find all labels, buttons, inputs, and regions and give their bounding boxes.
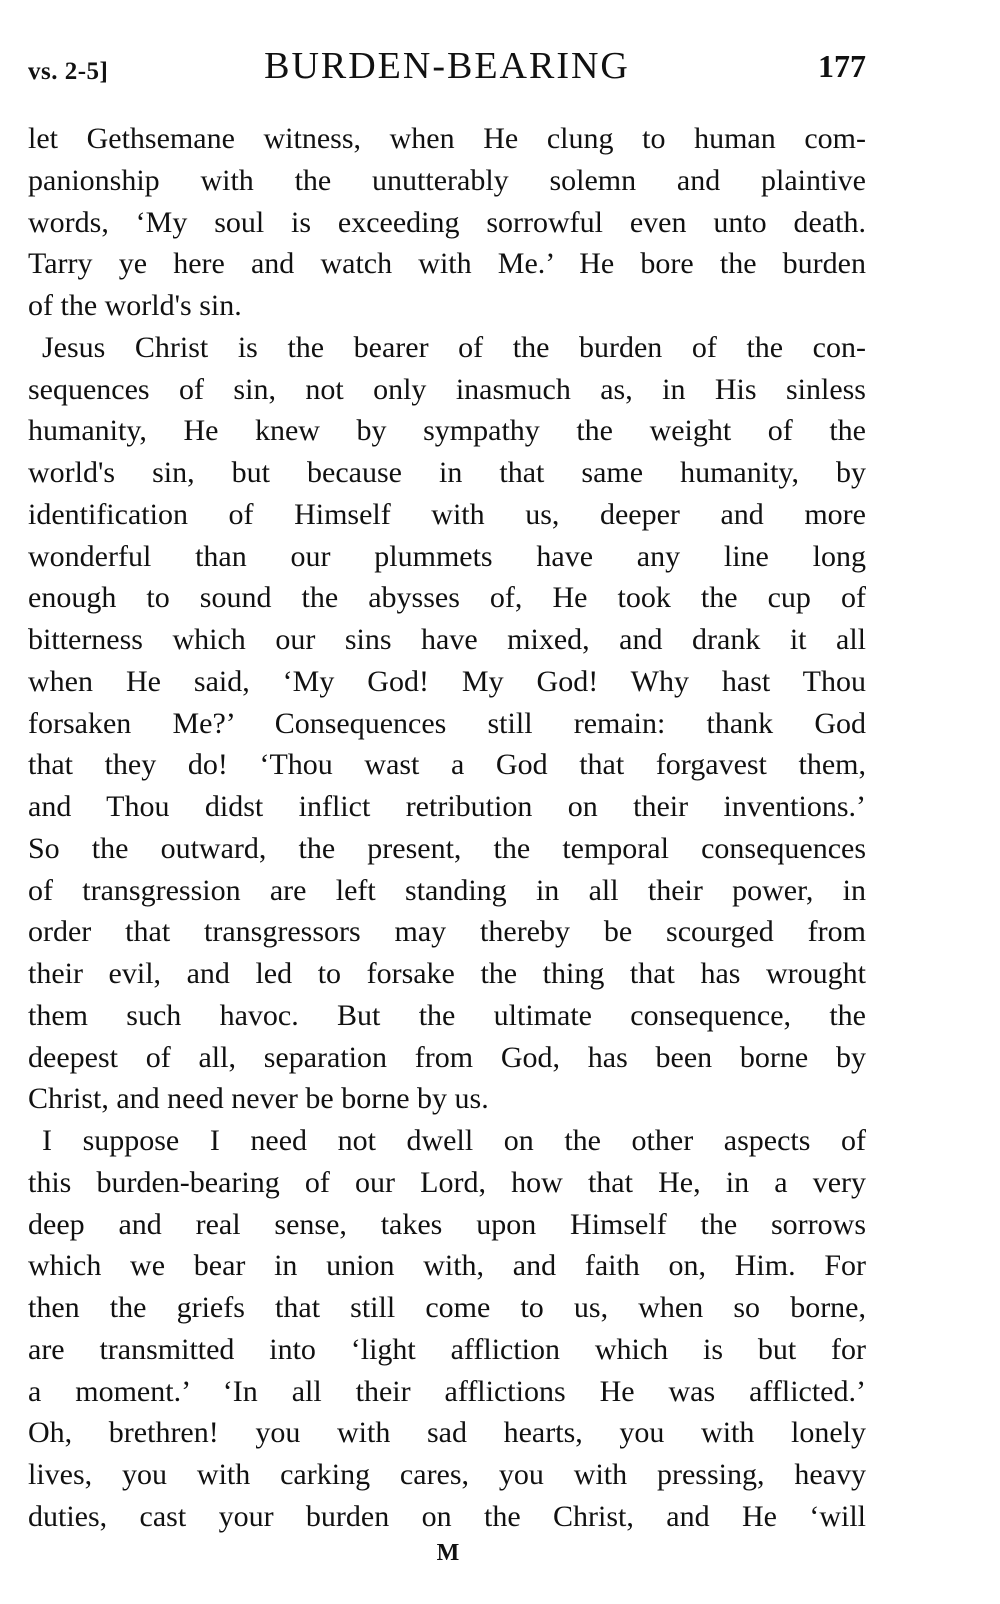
text-line: of transgression are left standing in all their power, in [28,873,866,907]
text-line: and Thou didst inflict retribution on their inventions.’ [28,790,866,823]
text-line: of the world's sin. [28,289,242,322]
paragraph [28,118,866,327]
text-line: wonderful than our plummets have any line long [28,539,866,573]
verse-reference: vs. 2-5] [28,58,109,85]
text-line: this burden-bearing of our Lord, how that He, in a very [28,1165,866,1199]
text-line: are transmitted into ‘light affliction which is but for [28,1332,866,1366]
running-head [28,44,866,92]
text-line: deepest of all, separation from God, has been borne by [28,1040,866,1074]
text-line: Christ, and need never be borne by us. [28,1082,489,1116]
text-line: sequences of sin, not only inasmuch as, in His sinless [28,372,866,406]
text-line: then the griefs that still come to us, when so borne, [28,1291,866,1324]
text-line: let Gethsemane witness, when He clung to human com- [28,122,866,155]
text-line: forsaken Me?’ Consequences still remain: thank God [28,706,866,740]
text-line: identification of Himself with us, deeper and more [28,497,866,531]
text-line: duties, cast your burden on the Christ, and He ‘will [28,1499,866,1533]
text-line: deep and real sense, takes upon Himself the sorrows [28,1207,866,1241]
paragraph [28,327,866,1120]
text-line: So the outward, the present, the temporal consequences [28,831,866,865]
text-line: lives, you with carking cares, you with pressing, heavy [28,1458,866,1491]
running-title: BURDEN-BEARING [264,45,630,87]
text-line: panionship with the unutterably solemn and plaintive [28,163,866,197]
text-line: when He said, ‘My God! My God! Why hast Thou [28,664,866,698]
text-line: Jesus Christ is the bearer of the burden of the con- [42,330,866,364]
text-line: enough to sound the abysses of, He took the cup of [28,581,866,615]
text-line: that they do! ‘Thou wast a God that forgavest them, [28,748,866,782]
text-line: order that transgressors may thereby be scourged from [28,915,866,949]
text-line: which we bear in union with, and faith on, Him. For [28,1249,866,1283]
text-line: world's sin, but because in that same humanity, by [28,456,866,489]
text-line: Tarry ye here and watch with Me.’ He bore the burden [28,247,866,281]
page-number: 177 [818,48,866,84]
text-line: them such havoc. But the ultimate consequence, the [28,998,866,1032]
text-line: their evil, and led to forsake the thing that has wrought [28,957,866,990]
text-line: words, ‘My soul is exceeding sorrowful even unto death. [28,205,866,239]
text-line: bitterness which our sins have mixed, and drank it all [28,623,866,656]
text-line: Oh, brethren! you with sad hearts, you with lonely [28,1416,866,1450]
paragraph [28,1120,866,1538]
body-text [28,118,866,1538]
signature-mark: M [436,1540,460,1566]
text-line: I suppose I need not dwell on the other aspects of [42,1124,866,1157]
text-line: humanity, He knew by sympathy the weight of the [28,414,866,448]
text-line: a moment.’ ‘In all their afflictions He was afflicted.’ [28,1374,866,1408]
